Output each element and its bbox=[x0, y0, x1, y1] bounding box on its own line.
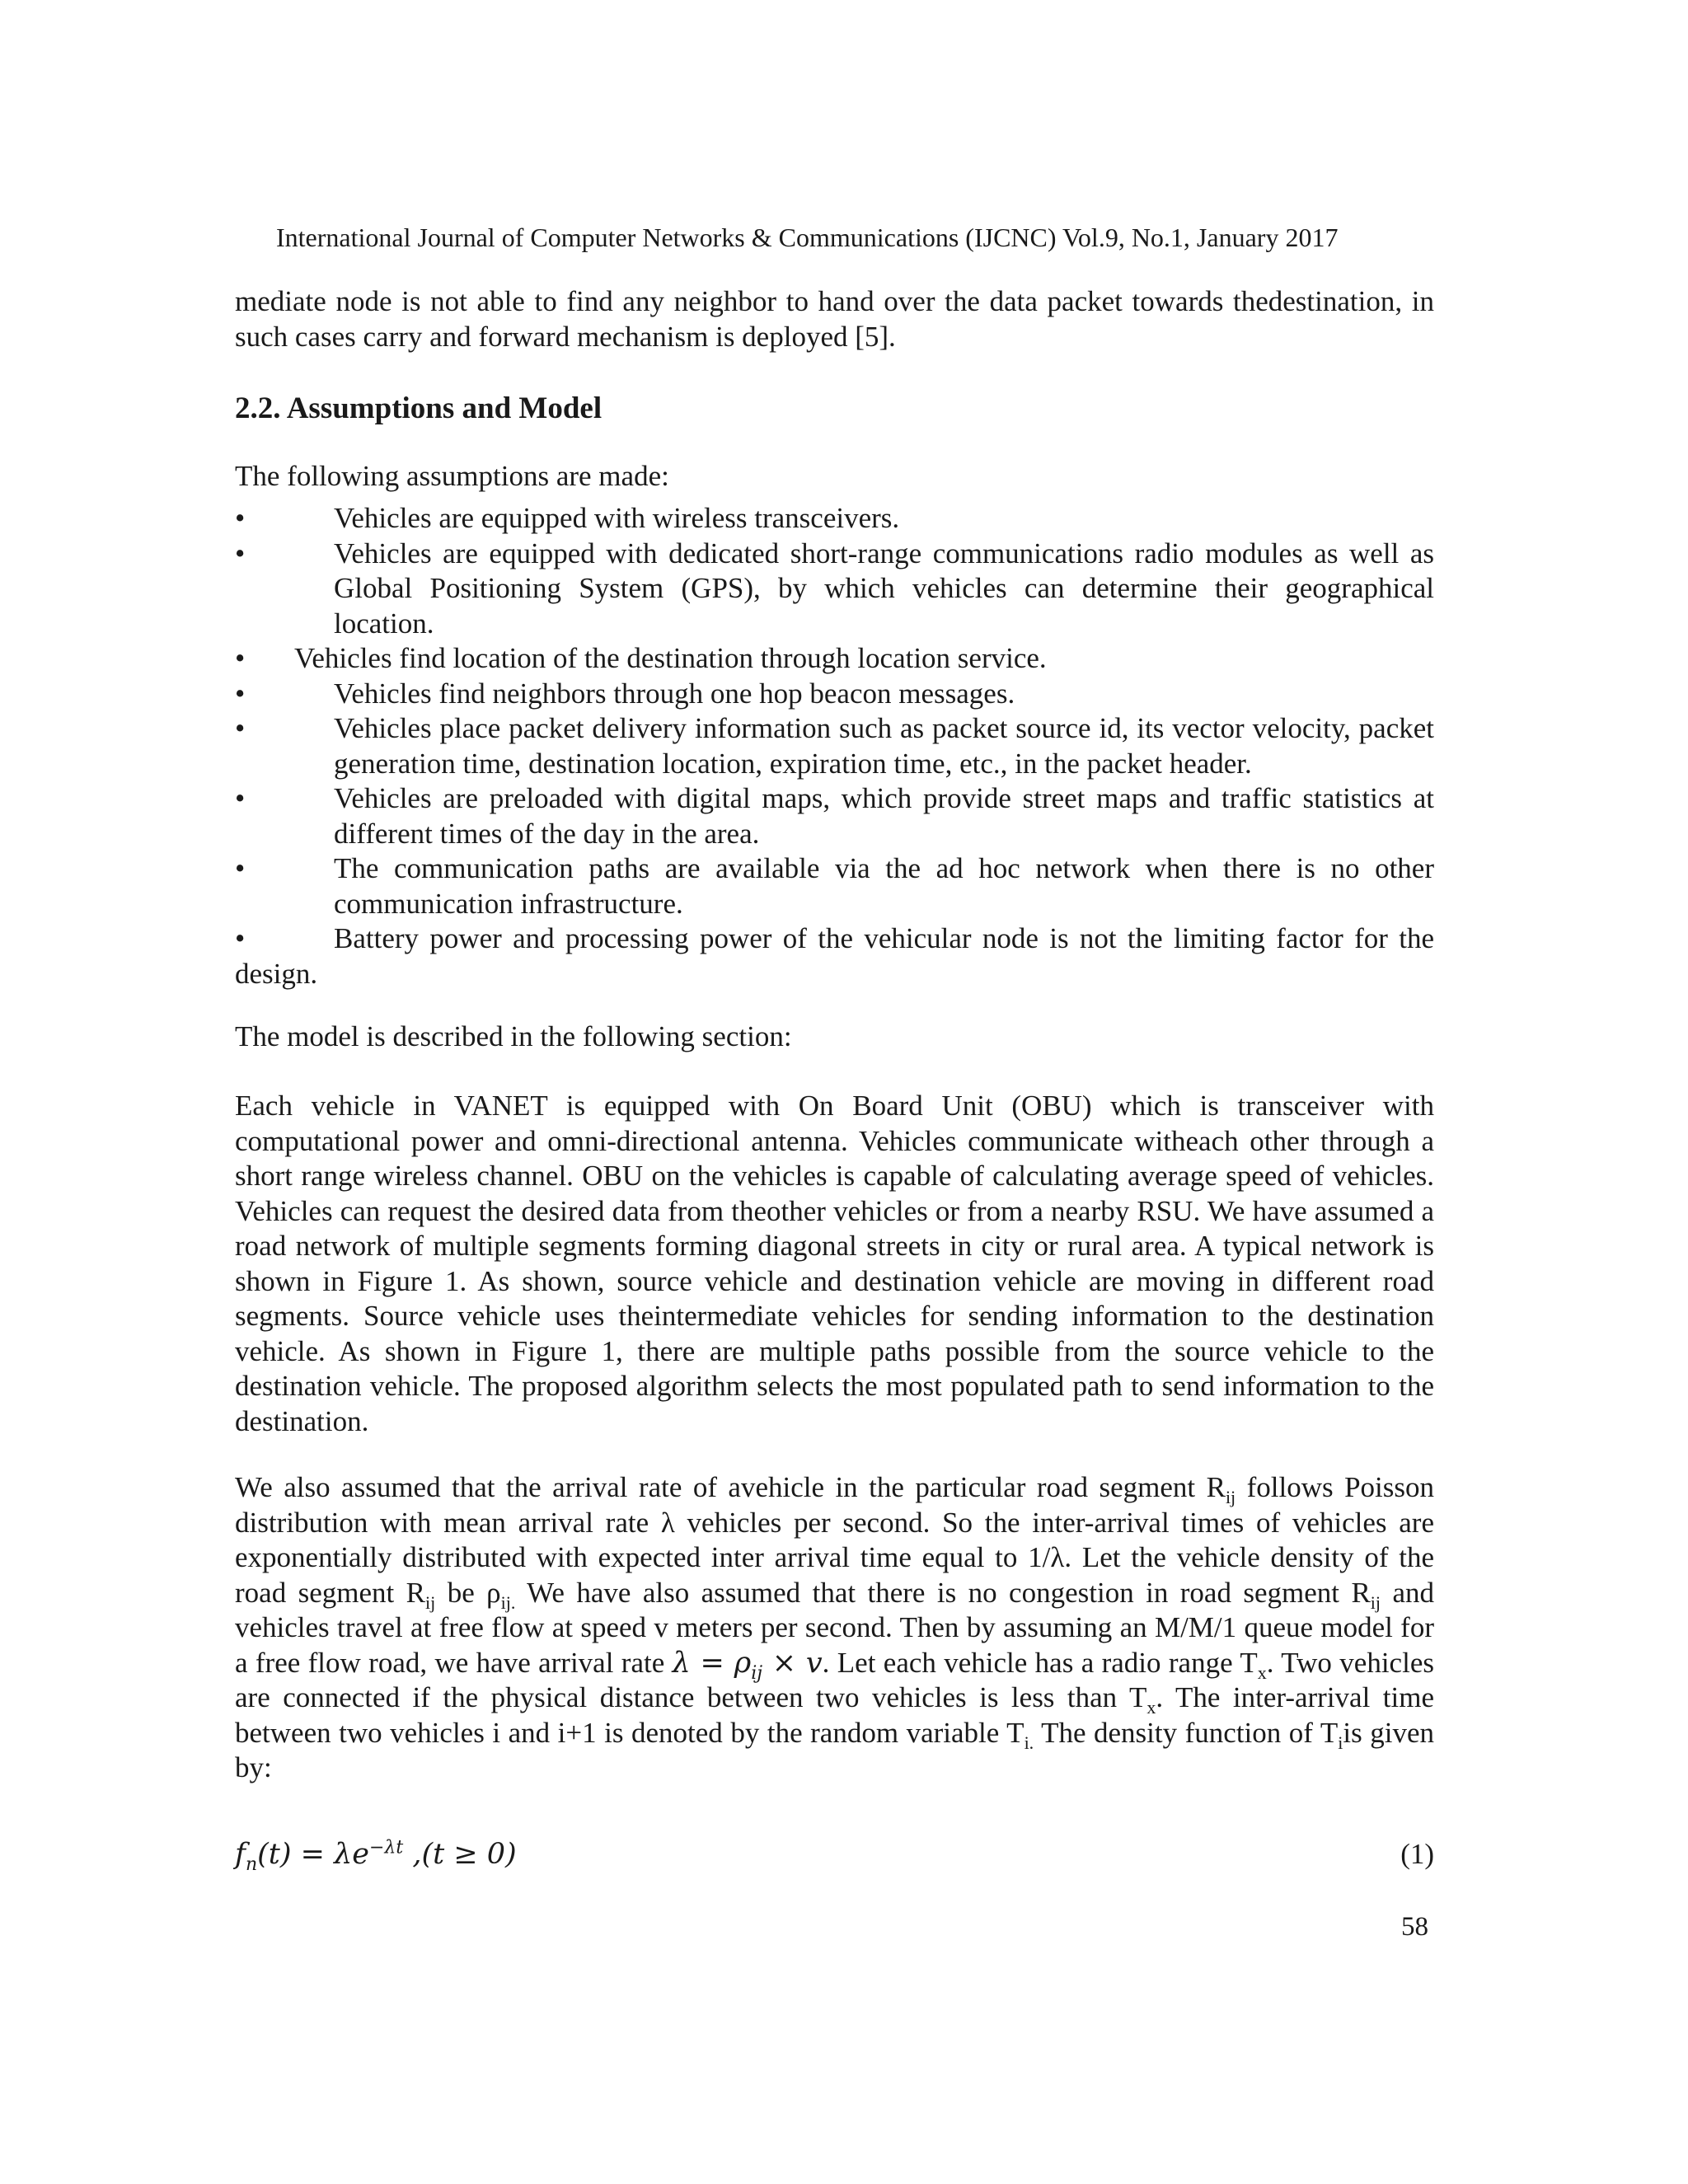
bullet-icon: • bbox=[235, 502, 246, 534]
equation-body: $f_n(t) = \lambda e^{-\lambda t}$ ,(t ≥ 0) bbox=[235, 1837, 517, 1875]
assumptions-list bbox=[235, 501, 1434, 991]
bullet-icon: • bbox=[235, 782, 246, 814]
list-item: • The communication paths are available via the ad hoc network when there is no other communication infrastructure. bbox=[235, 852, 1434, 920]
bullet-icon: • bbox=[235, 677, 246, 710]
assumptions-intro: The following assumptions are made: bbox=[235, 460, 669, 492]
model-paragraph: Each vehicle in VANET is equipped with On Board Unit (OBU) which is transceiver with computational power and omni-directional antenna. Vehicles communicate witheach other through a short range wireless channel. OBU on the vehicles is capable of calculating average speed of vehicles. Vehicles can request the desired data from theother vehicles or from a nearby RSU. We have assumed a road network of multiple segments forming diagonal streets in city or rural area. A typical network is shown in Figure 1. As shown, source vehicle and destination vehicle are moving in different road segments. Source vehicle uses theintermediate vehicles for sending information to the destination vehicle. As shown in Figure 1, there are multiple paths possible from the source vehicle to the destination vehicle. The proposed algorithm selects the most populated path to send information to the destination. bbox=[235, 1090, 1434, 1437]
list-item: • Vehicles are preloaded with digital maps, which provide street maps and traffic statistics at different times of the day in the area. bbox=[235, 782, 1434, 850]
intro-paragraph: mediate node is not able to find any neighbor to hand over the data packet towards thedestination, in such cases carry and forward mechanism is deployed [5]. bbox=[235, 285, 1434, 353]
bullet-icon: • bbox=[235, 537, 246, 569]
equation-number: (1) bbox=[1400, 1838, 1434, 1870]
bullet-icon: • bbox=[235, 922, 246, 954]
list-item: • Vehicles are equipped with dedicated short-range communications radio modules as well as Global Positioning System (GPS), by which vehicles can determine their geographical location. bbox=[235, 537, 1434, 640]
arrival-paragraph: We also assumed that the arrival rate of avehicle in the particular road segment $R_{ij}$ follows Poisson distribution with mean arrival rate λ vehicles per second. So the inter-arrival times of vehicles are exponentially distributed with expected inter arrival time equal to 1/λ. Let the vehicle density of the road segment $R_{ij}$ be $\rho_{ij.}$ We have also assumed that there is no congestion in road segment $R_{ij}$ and vehicles travel at free flow at speed v meters per second. Then by assuming an M/M/1 queue model for a free flow road, we have arrival rate $\lambda = \rho_{ij} \times v$. Let each vehicle has a radio range $T_x$. Two vehicles are connected if the physical distance between two vehicles is less than $T_x$. The inter-arrival time between two vehicles i and i+1 is denoted by the random variable $T_{i.}$ The density function of $T_iis$ given by: bbox=[235, 1471, 1435, 1783]
bullet-icon: • bbox=[235, 712, 246, 744]
list-item: • Vehicles are equipped with wireless transceivers. bbox=[235, 501, 1434, 537]
equation-1 bbox=[235, 1835, 1434, 1873]
page-number: 58 bbox=[1401, 1912, 1428, 1942]
journal-header: International Journal of Computer Networks & Communications (IJCNC) Vol.9, No.1, January 2017 bbox=[276, 223, 1339, 252]
list-item: • Vehicles place packet delivery information such as packet source id, its vector velocity, packet generation time, destination location, expiration time, etc., in the packet header. bbox=[235, 712, 1434, 780]
bullet-icon: • bbox=[235, 852, 246, 884]
list-item: • Battery power and processing power of the vehicular node is not the limiting factor for the design. bbox=[235, 922, 1434, 990]
section-title: 2.2. Assumptions and Model bbox=[235, 391, 603, 425]
bullet-icon: • bbox=[235, 642, 246, 674]
arrival-rate-formula: $\lambda = \rho_{ij} \times v$ bbox=[672, 1646, 823, 1684]
list-item: • Vehicles find location of the destination through location service. bbox=[235, 641, 1434, 677]
list-item: • Vehicles find neighbors through one hop beacon messages. bbox=[235, 677, 1434, 712]
model-intro: The model is described in the following section: bbox=[235, 1020, 792, 1052]
